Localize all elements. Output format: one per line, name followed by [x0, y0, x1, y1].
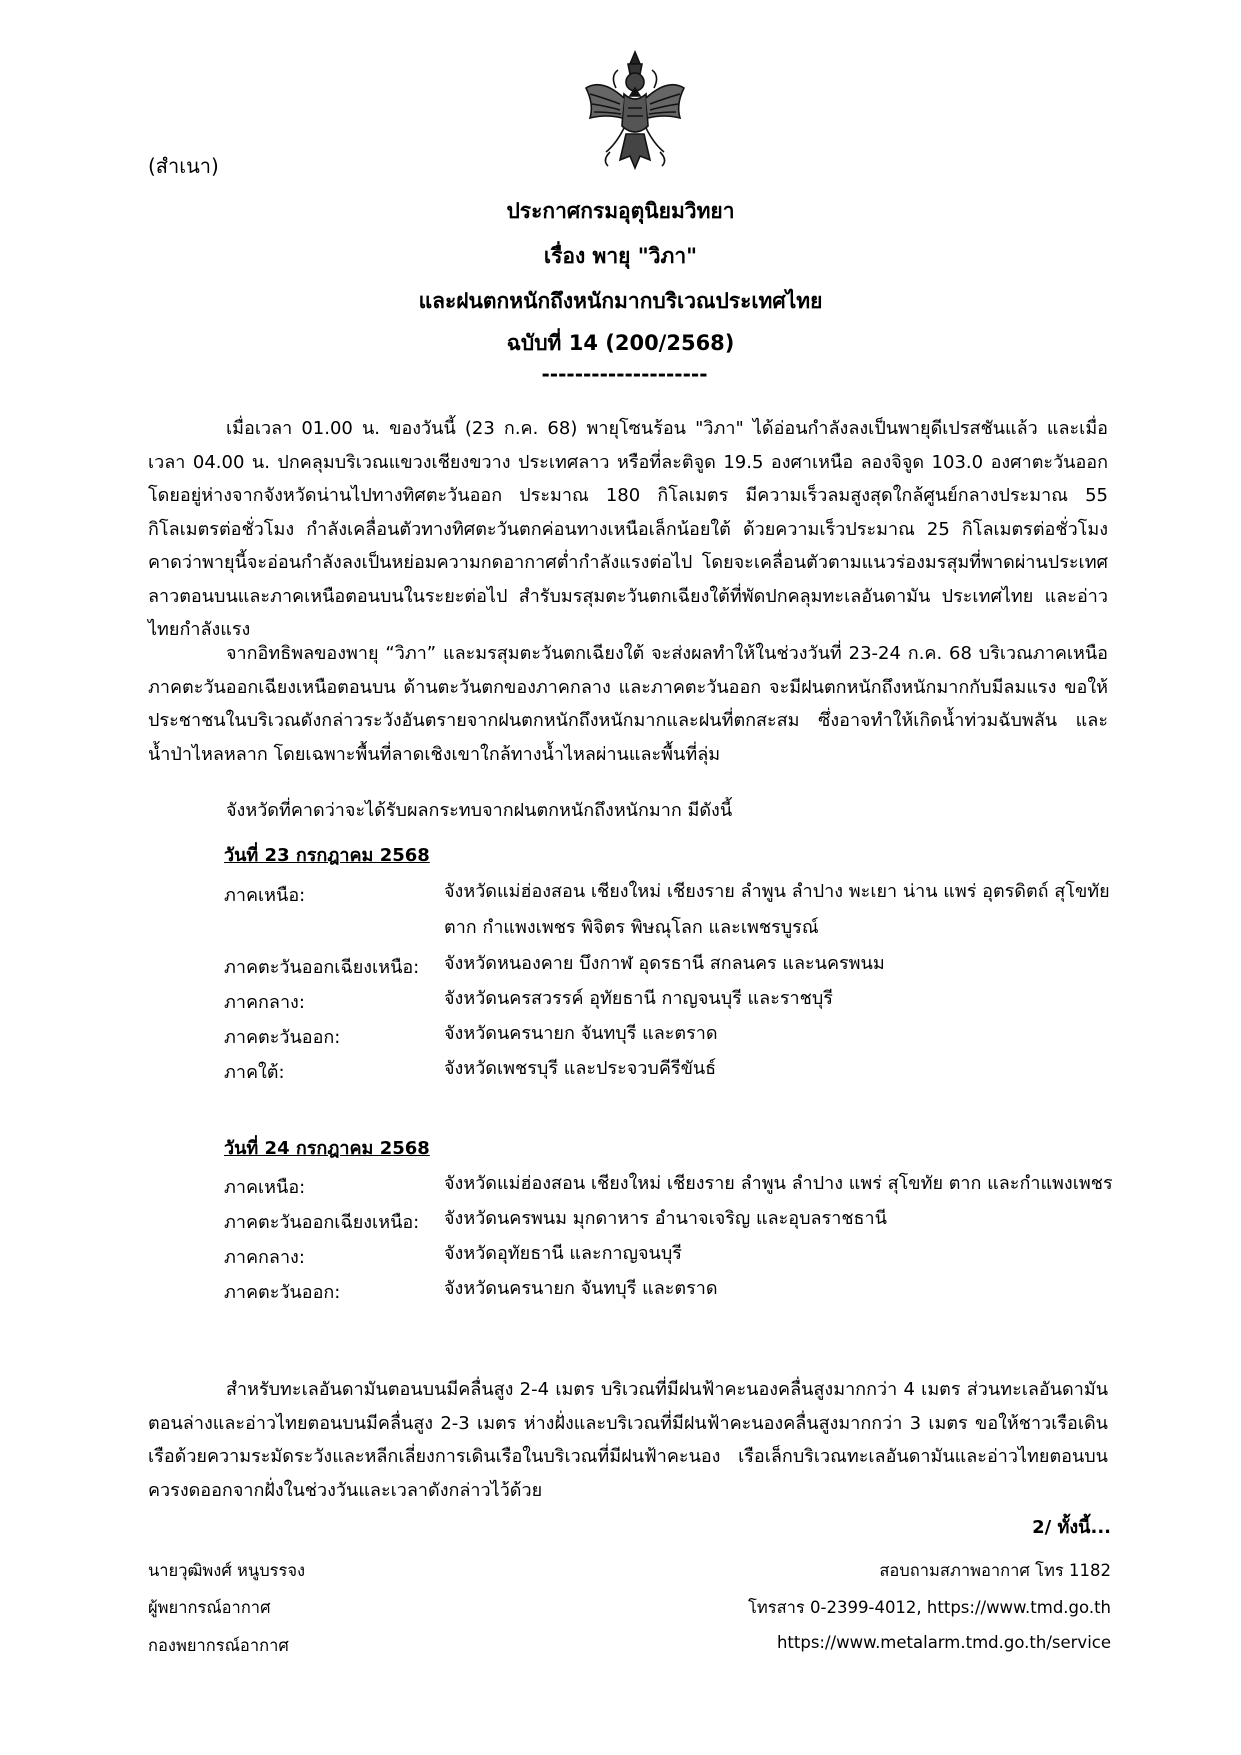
copy-mark: (สำเนา): [148, 154, 219, 178]
affected-provinces-intro: จังหวัดที่คาดว่าจะได้รับผลกระทบจากฝนตกหนักถึงหนักมาก มีดังนี้: [226, 800, 733, 821]
day1-provinces-north: จังหวัดแม่ฮ่องสอน เชียงใหม่ เชียงราย ลำพูน ลำปาง พะเยา น่าน แพร่ อุตรดิตถ์ สุโขทัย ตาก กำแพงเพชร พิจิตร พิษณุโลก และเพชรบูรณ์: [444, 881, 1110, 938]
next-page-marker: 2/ ทั้งนี้...: [1032, 1517, 1111, 1538]
contact-fax-website: โทรสาร 0-2399-4012, https://www.tmd.go.th: [748, 1598, 1111, 1617]
day2-heading: วันที่ 24 กรกฎาคม 2568: [224, 1138, 430, 1159]
signer-division: กองพยากรณ์อากาศ: [148, 1636, 289, 1655]
day1-region-central: ภาคกลาง:: [224, 992, 305, 1013]
day1-provinces-northeast: จังหวัดหนองคาย บึงกาฬ อุดรธานี สกลนคร และนครพนม: [444, 953, 885, 974]
day1-heading: วันที่ 23 กรกฎาคม 2568: [224, 845, 430, 866]
day2-provinces-east: จังหวัดนครนายก จันทบุรี และตราด: [444, 1278, 718, 1299]
day2-provinces-northeast: จังหวัดนครพนม มุกดาหาร อำนาจเจริญ และอุบลราชธานี: [444, 1208, 887, 1229]
day1-provinces-east: จังหวัดนครนายก จันทบุรี และตราด: [444, 1023, 718, 1044]
paragraph-marine-warning: สำหรับทะเลอันดามันตอนบนมีคลื่นสูง 2-4 เมตร บริเวณที่มีฝนฟ้าคะนองคลื่นสูงมากกว่า 4 เมตร ส่วนทะเลอันดามันตอนล่างและอ่าวไทยตอนบนมีคลื่นสูง 2-3 เมตร ห่างฝั่งและบริเวณที่มีฝนฟ้าคะนองคลื่นสูงมากกว่า 3 เมตร ขอให้ชาวเรือเดินเรือด้วยความระมัดระวังและหลีกเลี่ยงการเดินเรือในบริเวณที่มีฝนฟ้าคะนอง เรือเล็กบริเวณทะเลอันดามันและอ่าวไทยตอนบนควรงดออกจากฝั่งในช่วงวันและเวลาดังกล่าวไว้ด้วย: [148, 1379, 1108, 1501]
day2-region-north: ภาคเหนือ:: [224, 1177, 306, 1198]
garuda-emblem-icon: [580, 48, 690, 173]
day2-region-central: ภาคกลาง:: [224, 1247, 305, 1268]
contact-service-url[interactable]: https://www.metalarm.tmd.go.th/service: [776, 1633, 1111, 1652]
paragraph-impact-warning: จากอิทธิพลของพายุ “วิภา” และมรสุมตะวันตกเฉียงใต้ จะส่งผลทำให้ในช่วงวันที่ 23-24 ก.ค. 68 บริเวณภาคเหนือ ภาคตะวันออกเฉียงเหนือตอนบน ด้านตะวันตกของภาคกลาง และภาคตะวันออก จะมีฝนตกหนักถึงหนักมากกับมีลมแรง ขอให้ประชาชนในบริเวณดังกล่าวระวังอันตรายจากฝนตกหนักถึงหนักมากและฝนที่ตกสะสม ซึ่งอาจทำให้เกิดน้ำท่วมฉับพลัน และน้ำป่าไหลหลาก โดยเฉพาะพื้นที่ลาดเชิงเขาใกล้ทางน้ำไหลผ่านและพื้นที่ลุ่ม: [148, 643, 1108, 765]
title-divider: --------------------: [541, 362, 708, 386]
day1-region-east: ภาคตะวันออก:: [224, 1027, 341, 1048]
document-subject-line2: และฝนตกหนักถึงหนักมากบริเวณประเทศไทย: [418, 289, 823, 313]
day2-provinces-central: จังหวัดอุทัยธานี และกาญจนบุรี: [444, 1243, 682, 1264]
issue-number: ฉบับที่ 14 (200/2568): [506, 331, 735, 355]
day1-provinces-central: จังหวัดนครสวรรค์ อุทัยธานี กาญจนบุรี และราชบุรี: [444, 988, 833, 1009]
day1-region-northeast: ภาคตะวันออกเฉียงเหนือ:: [224, 957, 420, 978]
day2-provinces-north: จังหวัดแม่ฮ่องสอน เชียงใหม่ เชียงราย ลำพูน ลำปาง แพร่ สุโขทัย ตาก และกำแพงเพชร: [444, 1173, 1113, 1194]
contact-phone: สอบถามสภาพอากาศ โทร 1182: [879, 1561, 1111, 1580]
day2-region-east: ภาคตะวันออก:: [224, 1282, 341, 1303]
document-subject: เรื่อง พายุ "วิภา": [543, 244, 698, 268]
day2-region-northeast: ภาคตะวันออกเฉียงเหนือ:: [224, 1212, 420, 1233]
day1-region-north: ภาคเหนือ:: [224, 885, 306, 906]
day1-region-south: ภาคใต้:: [224, 1062, 285, 1083]
document-title: ประกาศกรมอุตุนิยมวิทยา: [506, 199, 735, 223]
day1-provinces-south: จังหวัดเพชรบุรี และประจวบคีรีขันธ์: [444, 1058, 717, 1079]
paragraph-storm-status: เมื่อเวลา 01.00 น. ของวันนี้ (23 ก.ค. 68) พายุโซนร้อน "วิภา" ได้อ่อนกำลังลงเป็นพายุดีเปรสชันแล้ว และเมื่อเวลา 04.00 น. ปกคลุมบริเวณแขวงเชียงขวาง ประเทศลาว หรือที่ละติจูด 19.5 องศาเหนือ ลองจิจูด 103.0 องศาตะวันออก โดยอยู่ห่างจากจังหวัดน่านไปทางทิศตะวันออก ประมาณ 180 กิโลเมตร มีความเร็วลมสูงสุดใกล้ศูนย์กลางประมาณ 55 กิโลเมตรต่อชั่วโมง กำลังเคลื่อนตัวทางทิศตะวันตกค่อนทางเหนือเล็กน้อยใต้ ด้วยความเร็วประมาณ 25 กิโลเมตรต่อชั่วโมง คาดว่าพายุนี้จะอ่อนกำลังลงเป็นหย่อมความกดอากาศต่ำกำลังแรงต่อไป โดยจะเคลื่อนตัวตามแนวร่องมรสุมที่พาดผ่านประเทศลาวตอนบนและภาคเหนือตอนบนในระยะต่อไป สำรับมรสุมตะวันตกเฉียงใต้ที่พัดปกคลุมทะเลอันดามัน ประเทศไทย และอ่าวไทยกำลังแรง: [148, 418, 1108, 640]
signer-name: นายวุฒิพงศ์ หนูบรรจง: [148, 1561, 306, 1580]
signer-title: ผู้พยากรณ์อากาศ: [148, 1598, 271, 1617]
